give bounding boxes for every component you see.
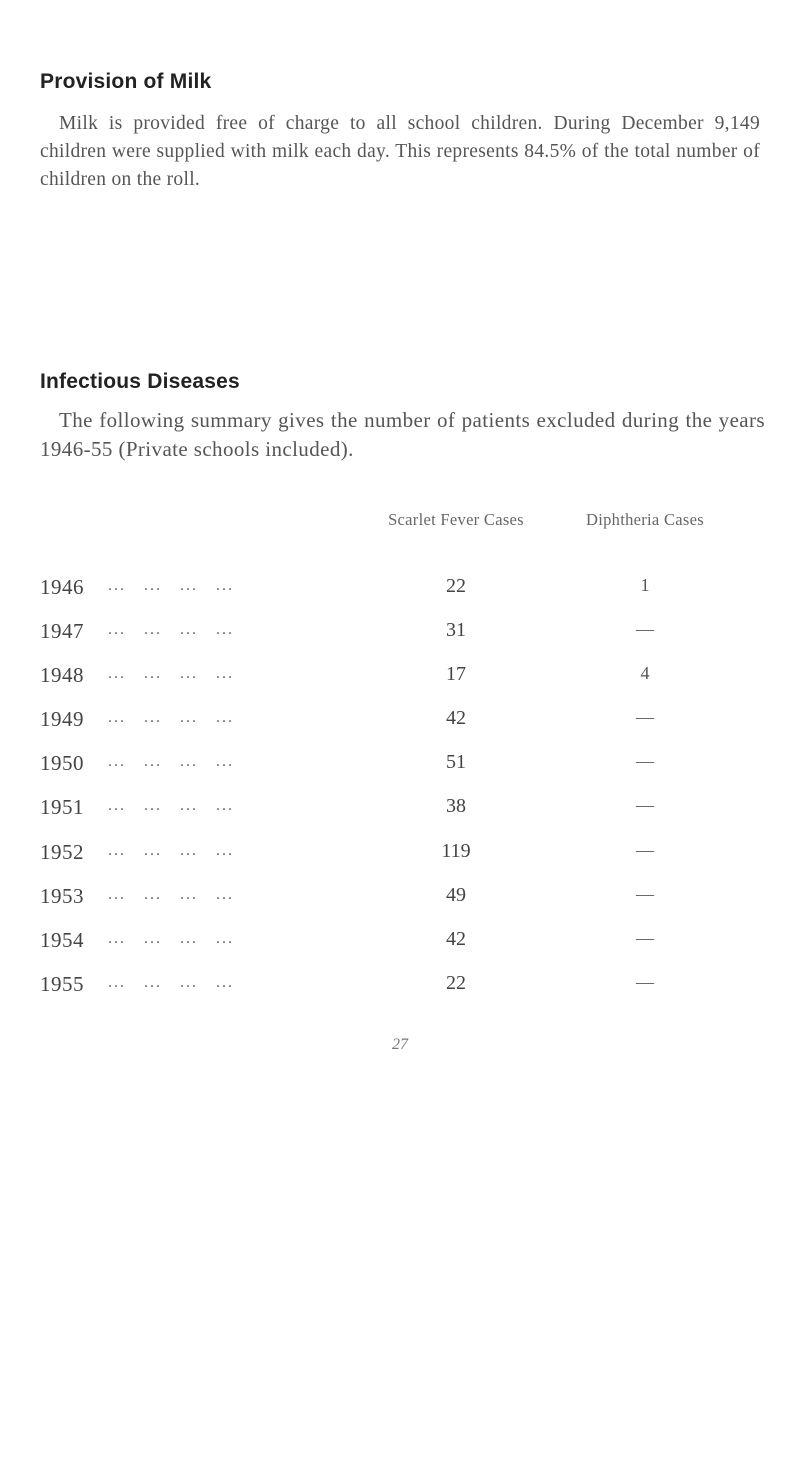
scarlet-fever-cell: 17: [446, 663, 466, 686]
scarlet-fever-cell: 51: [446, 751, 466, 774]
diphtheria-column-header: Diphtheria Cases: [586, 510, 704, 529]
dot-leader: ... ... ... ...: [108, 577, 234, 594]
diphtheria-cell: 1: [640, 575, 650, 595]
year-cell: 1953: [40, 883, 84, 908]
diphtheria-cell: —: [636, 971, 654, 992]
table-row: [0, 795, 800, 839]
table-row: [0, 928, 800, 972]
scarlet-fever-cell: 42: [446, 707, 466, 730]
year-cell: 1949: [40, 707, 84, 732]
year-cell: 1946: [40, 575, 84, 599]
dot-leader: ... ... ... ...: [108, 797, 234, 815]
diphtheria-cell: —: [636, 707, 654, 728]
dot-leader: ... ... ... ...: [108, 929, 234, 947]
milk-paragraph: Milk is provided free of charge to all school children. During December 9,149 children were supplied with milk each day. This represents 84.5% of the total number of children on the roll.: [40, 113, 760, 190]
diphtheria-cell: —: [636, 619, 654, 640]
diphtheria-cell: —: [636, 795, 654, 816]
table-row: [0, 575, 800, 619]
dot-leader: ... ... ... ...: [108, 665, 234, 683]
scarlet-fever-cell: 31: [446, 619, 466, 642]
exclusions-table: [0, 575, 800, 1016]
year-cell: 1947: [40, 619, 84, 644]
scarlet-fever-column-header: Scarlet Fever Cases: [388, 510, 524, 529]
year-cell: 1950: [40, 751, 84, 776]
dot-leader: ... ... ... ...: [108, 753, 234, 771]
dot-leader: ... ... ... ...: [108, 973, 234, 991]
diphtheria-cell: —: [636, 751, 654, 772]
year-cell: 1955: [40, 971, 84, 996]
scarlet-fever-cell: 22: [446, 971, 466, 994]
scarlet-fever-cell: 38: [446, 795, 466, 818]
table-row: [0, 619, 800, 663]
year-cell: 1952: [40, 839, 84, 864]
diphtheria-cell: —: [636, 883, 654, 904]
scarlet-fever-cell: 22: [446, 575, 466, 597]
page-number: 27: [392, 1036, 408, 1053]
year-cell: 1954: [40, 927, 84, 952]
diphtheria-cell: —: [636, 927, 654, 948]
scarlet-fever-cell: 42: [446, 927, 466, 950]
infectious-diseases-heading: Infectious Diseases: [40, 370, 240, 393]
year-cell: 1951: [40, 795, 84, 820]
table-row: [0, 751, 800, 795]
milk-section-heading: Provision of Milk: [40, 70, 212, 93]
dot-leader: ... ... ... ...: [108, 621, 234, 639]
year-cell: 1948: [40, 663, 84, 688]
table-row: [0, 707, 800, 751]
dot-leader: ... ... ... ...: [108, 841, 234, 859]
dot-leader: ... ... ... ...: [108, 885, 234, 903]
table-row: [0, 663, 800, 707]
diphtheria-cell: —: [636, 839, 654, 860]
dot-leader: ... ... ... ...: [108, 709, 234, 727]
scarlet-fever-cell: 119: [441, 839, 471, 862]
table-row: [0, 884, 800, 928]
table-row: [0, 840, 800, 884]
table-row: [0, 972, 800, 1016]
infectious-diseases-paragraph: The following summary gives the number of patients excluded during the years 1946-55 (Private schools included).: [40, 408, 765, 461]
scarlet-fever-cell: 49: [446, 883, 466, 906]
diphtheria-cell: 4: [640, 663, 650, 684]
